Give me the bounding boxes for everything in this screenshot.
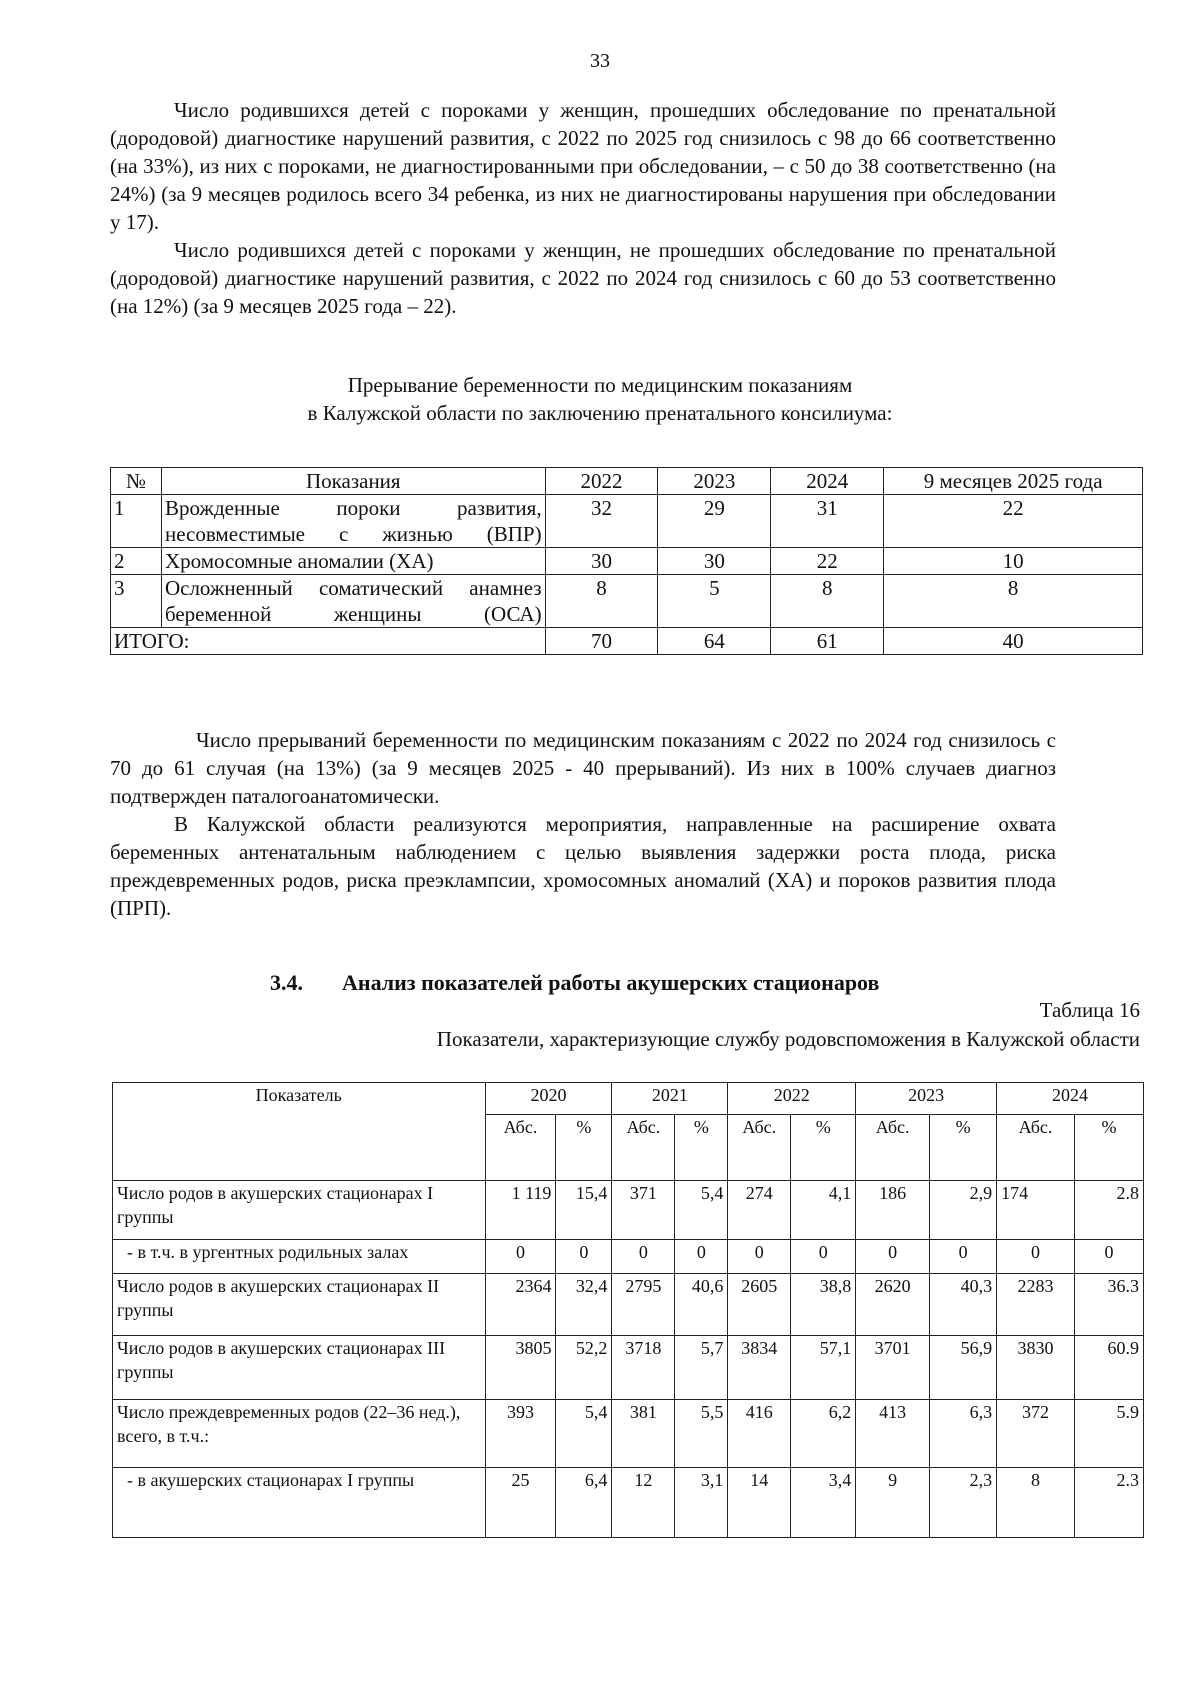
cell-value: 5,5	[675, 1400, 728, 1468]
table1-title-line1: Прерывание беременности по медицинским показаниям	[347, 373, 853, 397]
cell-value: 2605	[728, 1274, 791, 1336]
pct-header: %	[1074, 1115, 1143, 1181]
cell-value: 6,2	[791, 1400, 856, 1468]
cell-value: 8	[997, 1468, 1075, 1538]
row-number: 2	[111, 548, 162, 575]
row-number: 3	[111, 575, 162, 628]
cell-value: 2795	[612, 1274, 675, 1336]
table-row	[113, 1274, 1144, 1336]
table-row	[111, 548, 1143, 575]
header-cell: 2023	[658, 468, 771, 495]
table-row	[111, 575, 1143, 628]
year-header: 2022	[728, 1083, 856, 1115]
cell-value: 56,9	[930, 1336, 997, 1400]
year-header: 2021	[612, 1083, 728, 1115]
cell-value: 174	[997, 1181, 1075, 1240]
row-label: Число преждевременных родов (22–36 нед.), всего, в т.ч.:	[113, 1400, 486, 1468]
cell-value: 31	[771, 495, 884, 548]
cell-value: 2.3	[1074, 1468, 1143, 1538]
cell-value: 57,1	[791, 1336, 856, 1400]
middle-text	[110, 726, 1056, 922]
cell-value: 8	[771, 575, 884, 628]
row-label: Врожденные пороки развития, несовместимые с жизнью (ВПР)	[161, 495, 545, 548]
abs-header: Абс.	[612, 1115, 675, 1181]
cell-value: 9	[856, 1468, 930, 1538]
table-caption: Показатели, характеризующие службу родовспоможения в Калужской области	[436, 1027, 1140, 1051]
header-cell: №	[111, 468, 162, 495]
row-label: Число родов в акушерских стационарах I группы	[113, 1181, 486, 1240]
page-number: 33	[590, 50, 610, 72]
cell-value: 14	[728, 1468, 791, 1538]
year-header: 2020	[485, 1083, 612, 1115]
header-cell: 2022	[545, 468, 658, 495]
abortion-indications-table	[110, 467, 1143, 655]
paragraph: Число родившихся детей с пороками у женщин, не прошедших обследование по пренатальной (дородовой) диагностике нарушений развития, с 2022 по 2024 год снизилось с 60 до 53 соответственно (на 12%) (за 9 месяцев 2025 года – 22).	[110, 238, 1056, 318]
cell-value: 22	[884, 495, 1143, 548]
cell-value: 60.9	[1074, 1336, 1143, 1400]
pct-header: %	[675, 1115, 728, 1181]
cell-value: 0	[556, 1240, 612, 1274]
cell-value: 38,8	[791, 1274, 856, 1336]
cell-value: 32,4	[556, 1274, 612, 1336]
paragraph: Число родившихся детей с пороками у женщин, прошедших обследование по пренатальной (дородовой) диагностике нарушений развития, с 2022 по 2025 год снизилось с 98 до 66 соответственно (на 33%), из них с пороками, не диагностированными при обследовании, – с 50 до 38 соответственно (на 24%) (за 9 месяцев родилось всего 34 ребенка, из них не диагностированы нарушения при обследовании у 17).	[110, 98, 1056, 234]
cell-value: 372	[997, 1400, 1075, 1468]
table-row	[113, 1240, 1144, 1274]
cell-value: 40,6	[675, 1274, 728, 1336]
cell-value: 22	[771, 548, 884, 575]
cell-value: 6,3	[930, 1400, 997, 1468]
cell-value: 0	[856, 1240, 930, 1274]
section-title: Анализ показателей работы акушерских стационаров	[342, 970, 880, 995]
row-label: Осложненный соматический анамнез беременной женщины (ОСА)	[161, 575, 545, 628]
total-label: ИТОГО:	[111, 628, 546, 655]
table-row	[113, 1336, 1144, 1400]
row-label: - в акушерских стационарах I группы	[113, 1468, 486, 1538]
pct-header: %	[930, 1115, 997, 1181]
cell-value: 5,7	[675, 1336, 728, 1400]
cell-value: 25	[485, 1468, 556, 1538]
year-header: 2023	[856, 1083, 997, 1115]
cell-value: 40	[884, 628, 1143, 655]
cell-value: 371	[612, 1181, 675, 1240]
cell-value: 30	[545, 548, 658, 575]
pct-header: %	[791, 1115, 856, 1181]
cell-value: 5,4	[675, 1181, 728, 1240]
cell-value: 30	[658, 548, 771, 575]
cell-value: 416	[728, 1400, 791, 1468]
cell-value: 10	[884, 548, 1143, 575]
table-row	[111, 495, 1143, 548]
cell-value: 0	[612, 1240, 675, 1274]
pct-header: %	[556, 1115, 612, 1181]
cell-value: 2283	[997, 1274, 1075, 1336]
cell-value: 3,1	[675, 1468, 728, 1538]
abs-header: Абс.	[856, 1115, 930, 1181]
cell-value: 64	[658, 628, 771, 655]
row-label: - в т.ч. в ургентных родильных залах	[113, 1240, 486, 1274]
cell-value: 381	[612, 1400, 675, 1468]
table-row	[113, 1181, 1144, 1240]
indicator-header: Показатель	[113, 1083, 486, 1181]
cell-value: 2,9	[930, 1181, 997, 1240]
cell-value: 2.8	[1074, 1181, 1143, 1240]
paragraph: Число прерываний беременности по медицинским показаниям с 2022 по 2024 год снизилось с 70 до 61 случая (на 13%) (за 9 месяцев 2025 - 40 прерываний). Из них в 100% случаев диагноз подтвержден паталогоанатомически.	[110, 728, 1056, 808]
section-heading	[270, 970, 879, 996]
cell-value: 5	[658, 575, 771, 628]
cell-value: 413	[856, 1400, 930, 1468]
cell-value: 274	[728, 1181, 791, 1240]
abs-header: Абс.	[485, 1115, 556, 1181]
table-row	[113, 1468, 1144, 1538]
cell-value: 2364	[485, 1274, 556, 1336]
header-cell: 9 месяцев 2025 года	[884, 468, 1143, 495]
cell-value: 4,1	[791, 1181, 856, 1240]
cell-value: 8	[545, 575, 658, 628]
cell-value: 15,4	[556, 1181, 612, 1240]
cell-value: 0	[485, 1240, 556, 1274]
cell-value: 61	[771, 628, 884, 655]
cell-value: 12	[612, 1468, 675, 1538]
cell-value: 186	[856, 1181, 930, 1240]
cell-value: 3834	[728, 1336, 791, 1400]
cell-value: 6,4	[556, 1468, 612, 1538]
table1-title-line2: в Калужской области по заключению пренатального консилиума:	[307, 401, 893, 425]
cell-value: 3805	[485, 1336, 556, 1400]
table-label: Таблица 16	[1039, 998, 1140, 1022]
cell-value: 3830	[997, 1336, 1075, 1400]
cell-value: 3,4	[791, 1468, 856, 1538]
cell-value: 5,4	[556, 1400, 612, 1468]
row-label: Число родов в акушерских стационарах III группы	[113, 1336, 486, 1400]
cell-value: 0	[791, 1240, 856, 1274]
header-cell: Показания	[161, 468, 545, 495]
year-header: 2024	[997, 1083, 1144, 1115]
paragraph: В Калужской области реализуются мероприятия, направленные на расширение охвата беременных антенатальным наблюдением с целью выявления задержки роста плода, риска преждевременных родов, риска преэклампсии, хромосомных аномалий (ХА) и пороков развития плода (ПРП).	[110, 812, 1056, 920]
table-row	[113, 1400, 1144, 1468]
cell-value: 0	[728, 1240, 791, 1274]
cell-value: 0	[997, 1240, 1075, 1274]
abs-header: Абс.	[997, 1115, 1075, 1181]
cell-value: 1 119	[485, 1181, 556, 1240]
cell-value: 3701	[856, 1336, 930, 1400]
cell-value: 2,3	[930, 1468, 997, 1538]
cell-value: 5.9	[1074, 1400, 1143, 1468]
cell-value: 0	[930, 1240, 997, 1274]
cell-value: 2620	[856, 1274, 930, 1336]
table-header-row	[111, 468, 1143, 495]
table-total-row	[111, 628, 1143, 655]
intro-text	[110, 96, 1056, 320]
row-label: Число родов в акушерских стационарах II группы	[113, 1274, 486, 1336]
cell-value: 8	[884, 575, 1143, 628]
table-header-row	[113, 1083, 1144, 1115]
cell-value: 393	[485, 1400, 556, 1468]
cell-value: 52,2	[556, 1336, 612, 1400]
cell-value: 36.3	[1074, 1274, 1143, 1336]
section-number: 3.4.	[270, 970, 303, 995]
cell-value: 29	[658, 495, 771, 548]
header-cell: 2024	[771, 468, 884, 495]
abs-header: Абс.	[728, 1115, 791, 1181]
cell-value: 32	[545, 495, 658, 548]
cell-value: 0	[1074, 1240, 1143, 1274]
cell-value: 0	[675, 1240, 728, 1274]
cell-value: 40,3	[930, 1274, 997, 1336]
cell-value: 3718	[612, 1336, 675, 1400]
row-label: Хромосомные аномалии (ХА)	[161, 548, 545, 575]
cell-value: 70	[545, 628, 658, 655]
obstetric-indicators-table	[112, 1082, 1144, 1538]
row-number: 1	[111, 495, 162, 548]
